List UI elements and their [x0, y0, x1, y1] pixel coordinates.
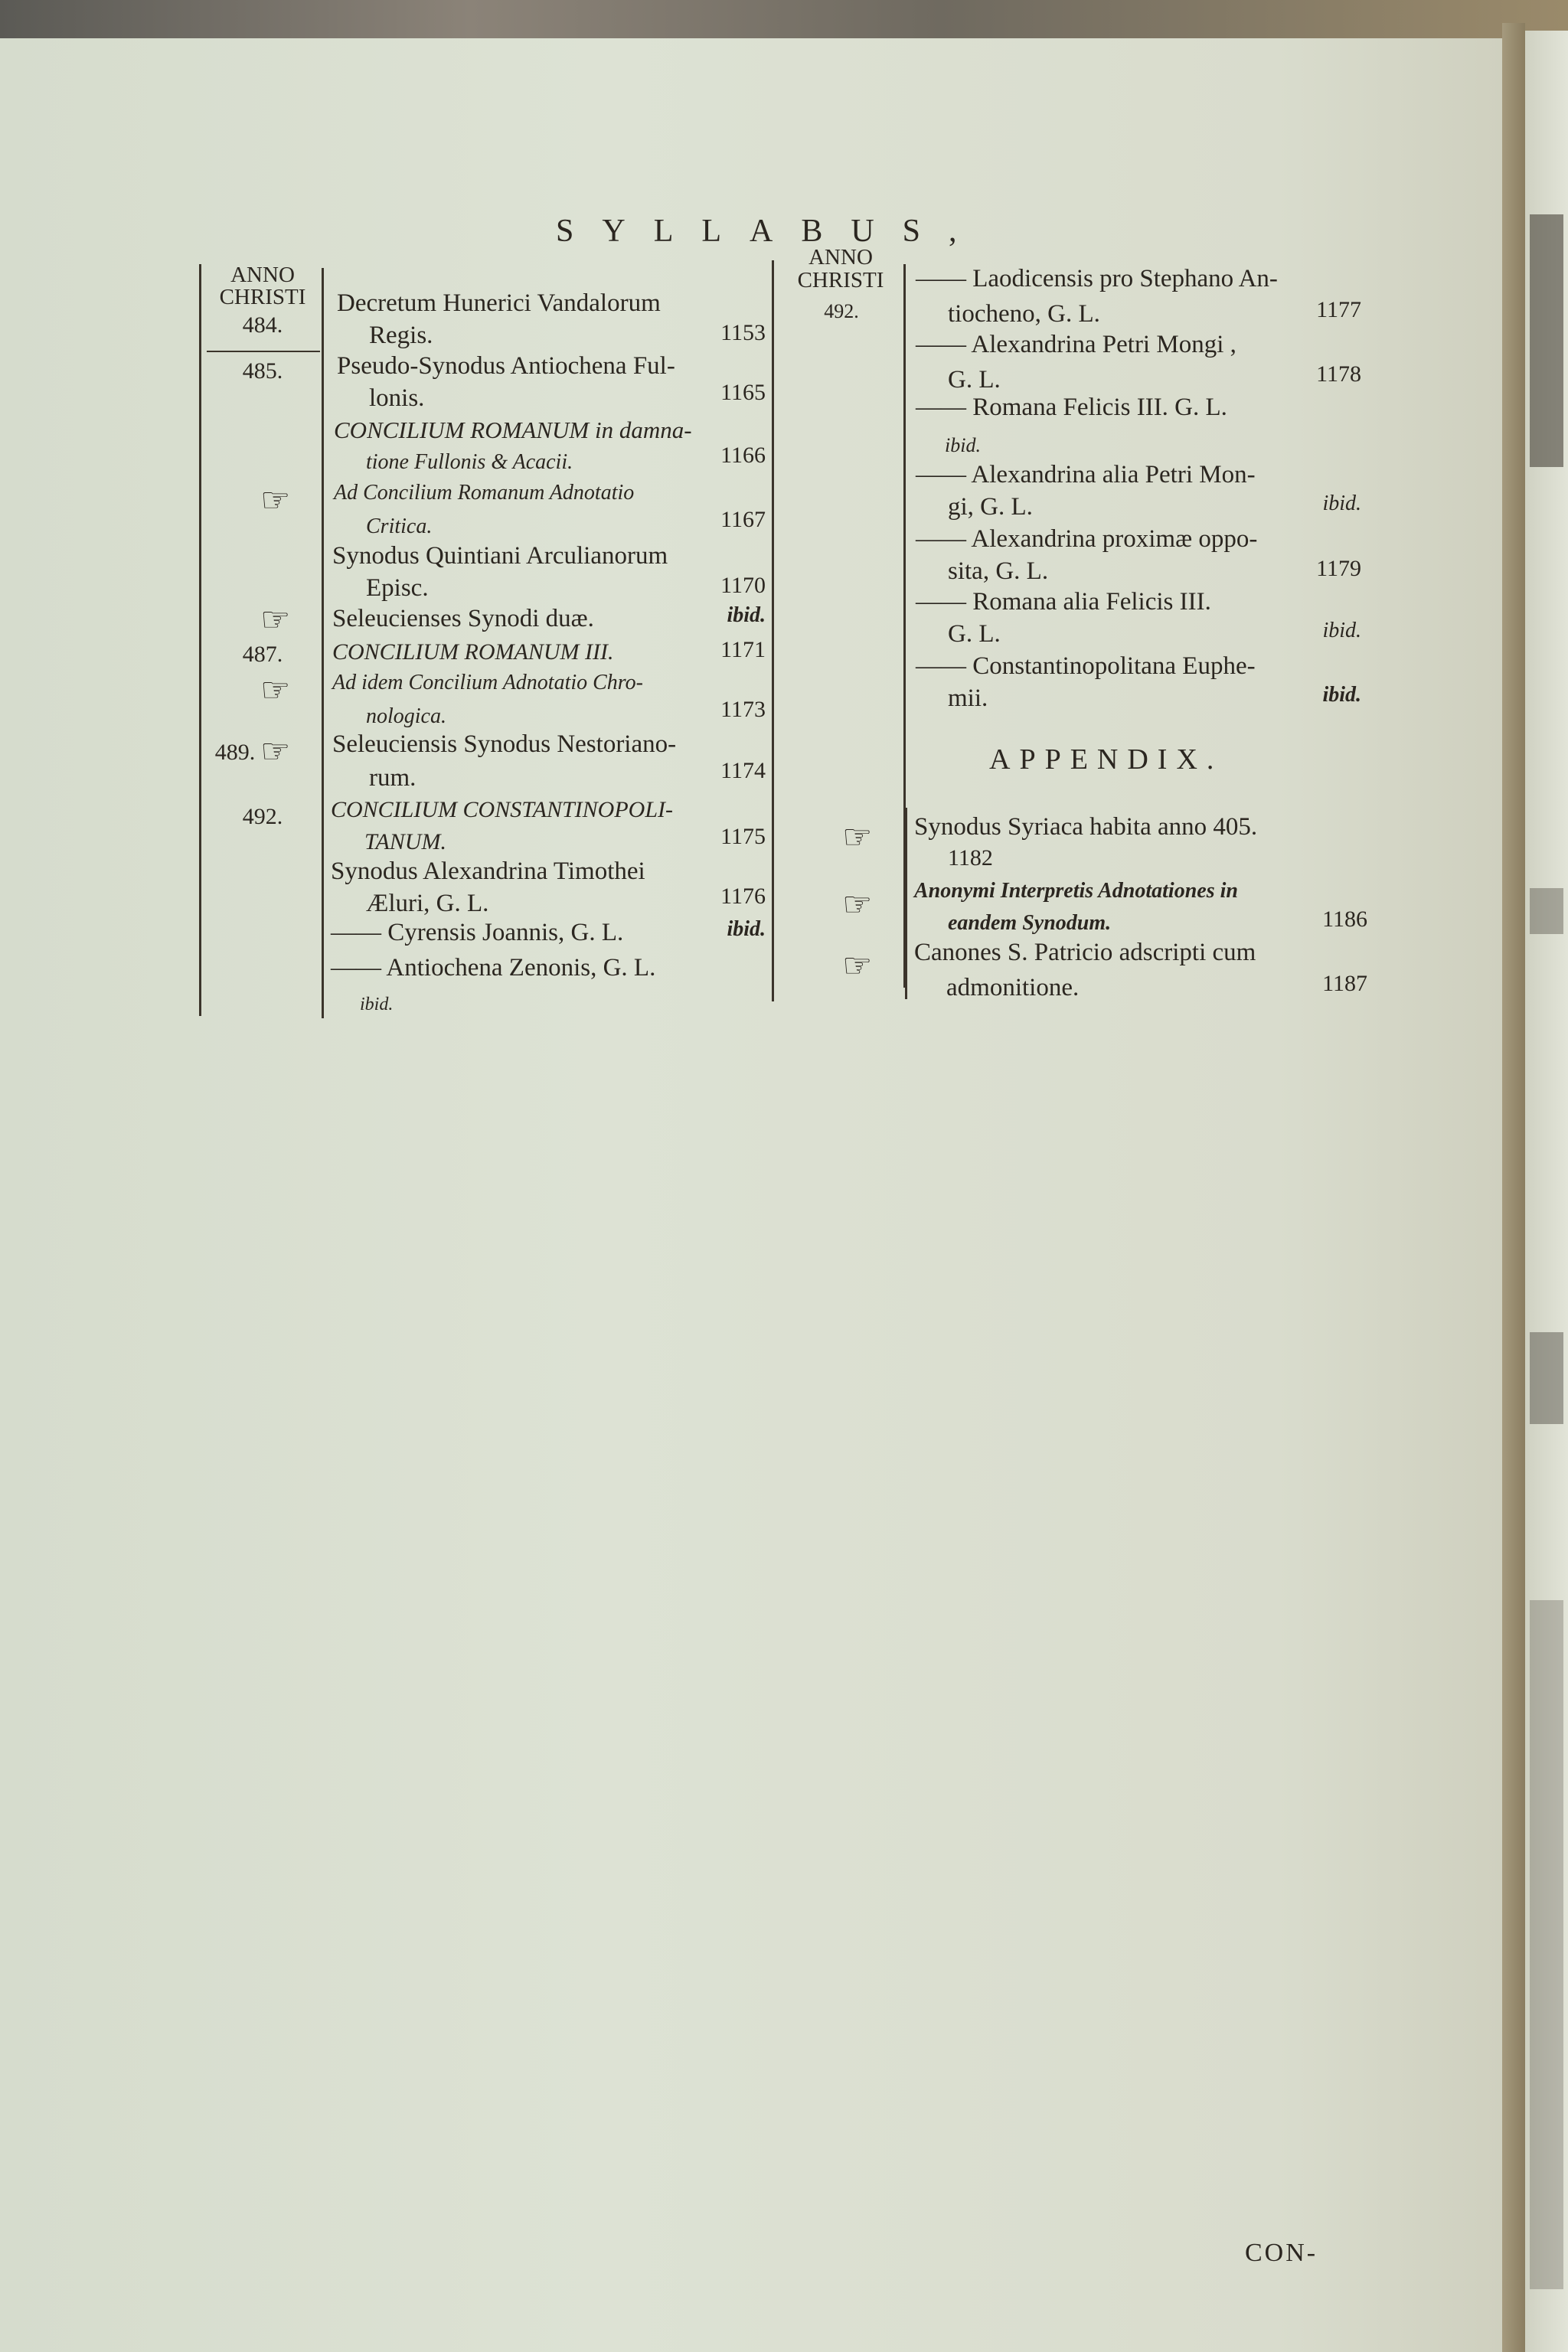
year-485: 485.: [242, 358, 283, 384]
page-number: 1186: [1322, 906, 1367, 932]
entry-text: —— Romana alia Felicis III.: [916, 588, 1211, 616]
page-number: 1171: [720, 637, 766, 662]
entry-text: CONCILIUM ROMANUM III.: [332, 639, 614, 665]
appendix-heading: APPENDIX.: [989, 743, 1223, 776]
page-number: 1178: [1316, 361, 1361, 387]
entry-text: mii.: [948, 684, 988, 712]
page-number: 1166: [720, 443, 766, 468]
page-number: 1174: [720, 758, 766, 783]
page-number: 1153: [720, 320, 766, 345]
entry-text: G. L.: [948, 366, 1001, 394]
entry-text: ibid.: [945, 434, 981, 456]
entry-text: Episc.: [366, 574, 429, 602]
page-number: 1179: [1316, 556, 1361, 581]
year-487: 487.: [242, 642, 283, 667]
entry-text: eandem Synodum.: [948, 911, 1112, 935]
entry-text: rum.: [369, 764, 416, 792]
entry-text: —— Constantinopolitana Euphe-: [916, 652, 1256, 680]
anno-label-left: ANNO: [230, 263, 295, 287]
manicule-icon: ☞: [260, 671, 291, 709]
entry-text: Anonymi Interpretis Adnotationes in: [914, 879, 1238, 903]
entry-text: ibid.: [360, 995, 394, 1014]
entry-text: —— Antiochena Zenonis, G. L.: [331, 954, 656, 982]
left-margin-rule: [199, 264, 201, 1016]
manicule-icon: ☞: [260, 601, 291, 639]
entry-text: G. L.: [948, 620, 1001, 648]
entry-text: Canones S. Patricio adscripti cum: [914, 939, 1256, 966]
entry-text: —— Alexandrina Petri Mongi ,: [916, 331, 1236, 358]
page-number: 1187: [1322, 971, 1367, 996]
entry-text: Æluri, G. L.: [366, 890, 489, 917]
page-number: ibid.: [727, 603, 766, 627]
entry-text: —— Romana Felicis III. G. L.: [916, 394, 1227, 421]
entry-text: sita, G. L.: [948, 557, 1049, 585]
entry-text: —— Laodicensis pro Stephano An-: [916, 265, 1278, 292]
adjacent-page-edge: [1525, 31, 1568, 2352]
christi-label-right: CHRISTI: [797, 268, 884, 292]
entry-text: Synodus Syriaca habita anno 405.: [914, 813, 1258, 841]
year-484: 484.: [242, 312, 283, 338]
anno-label-right: ANNO: [808, 245, 873, 270]
left-year-rule: [322, 268, 324, 1018]
manicule-icon: ☞: [842, 886, 873, 923]
entry-text: Synodus Alexandrina Timothei: [331, 858, 645, 885]
manicule-icon: ☞: [842, 818, 873, 856]
year-492-left: 492.: [242, 804, 283, 829]
entry-text: nologica.: [366, 704, 446, 728]
page-number: 1173: [720, 697, 766, 722]
entry-text: Ad Concilium Romanum Adnotatio: [334, 481, 635, 505]
page-number: ibid.: [1322, 619, 1361, 642]
manicule-icon: ☞: [842, 947, 873, 985]
entry-text: Critica.: [366, 514, 433, 538]
catchword: CON-: [1245, 2239, 1318, 2267]
book-spine: [1502, 23, 1525, 2352]
entry-text: admonitione.: [946, 974, 1080, 1001]
entry-text: tione Fullonis & Acacii.: [366, 450, 573, 474]
entry-text: —— Alexandrina proximæ oppo-: [916, 525, 1258, 553]
entry-text: Synodus Quintiani Arculianorum: [332, 542, 668, 570]
page-number: 1182: [948, 845, 993, 871]
page-number: ibid.: [1322, 492, 1361, 515]
christi-label-left: CHRISTI: [219, 285, 306, 309]
entry-text: Pseudo-Synodus Antiochena Ful-: [337, 352, 675, 380]
page-title: SYLLABUS,: [556, 214, 985, 249]
manicule-icon: ☞: [260, 733, 291, 770]
entry-text: lonis.: [369, 384, 425, 412]
entry-text: Decretum Hunerici Vandalorum: [337, 289, 661, 317]
entry-text: TANUM.: [364, 829, 446, 854]
entry-text: Seleucienses Synodi duæ.: [332, 605, 594, 632]
entry-text: —— Cyrensis Joannis, G. L.: [331, 919, 624, 946]
page-number: 1170: [720, 573, 766, 598]
page-number: ibid.: [727, 917, 766, 941]
page-number: 1175: [720, 824, 766, 849]
entry-text: CONCILIUM ROMANUM in damna-: [334, 416, 692, 443]
center-rule: [772, 260, 774, 1001]
entry-text: CONCILIUM CONSTANTINOPOLI-: [331, 797, 673, 822]
manicule-icon: ☞: [260, 482, 291, 519]
left-year-underline: [207, 351, 320, 352]
entry-text: Regis.: [369, 322, 433, 349]
page-number: 1176: [720, 884, 766, 909]
page-number: 1165: [720, 380, 766, 405]
page-number: 1177: [1316, 297, 1361, 322]
page-number: 1167: [720, 507, 766, 532]
page-number: ibid.: [1322, 683, 1361, 707]
appendix-rule: [905, 808, 907, 999]
entry-text: gi, G. L.: [948, 493, 1033, 521]
year-492-right: 492.: [824, 300, 859, 322]
entry-text: Seleuciensis Synodus Nestoriano-: [332, 730, 677, 758]
entry-text: tiocheno, G. L.: [948, 300, 1100, 328]
entry-text: —— Alexandrina alia Petri Mon-: [916, 461, 1256, 488]
year-489: 489.: [214, 740, 256, 765]
entry-text: Ad idem Concilium Adnotatio Chro-: [332, 671, 643, 694]
